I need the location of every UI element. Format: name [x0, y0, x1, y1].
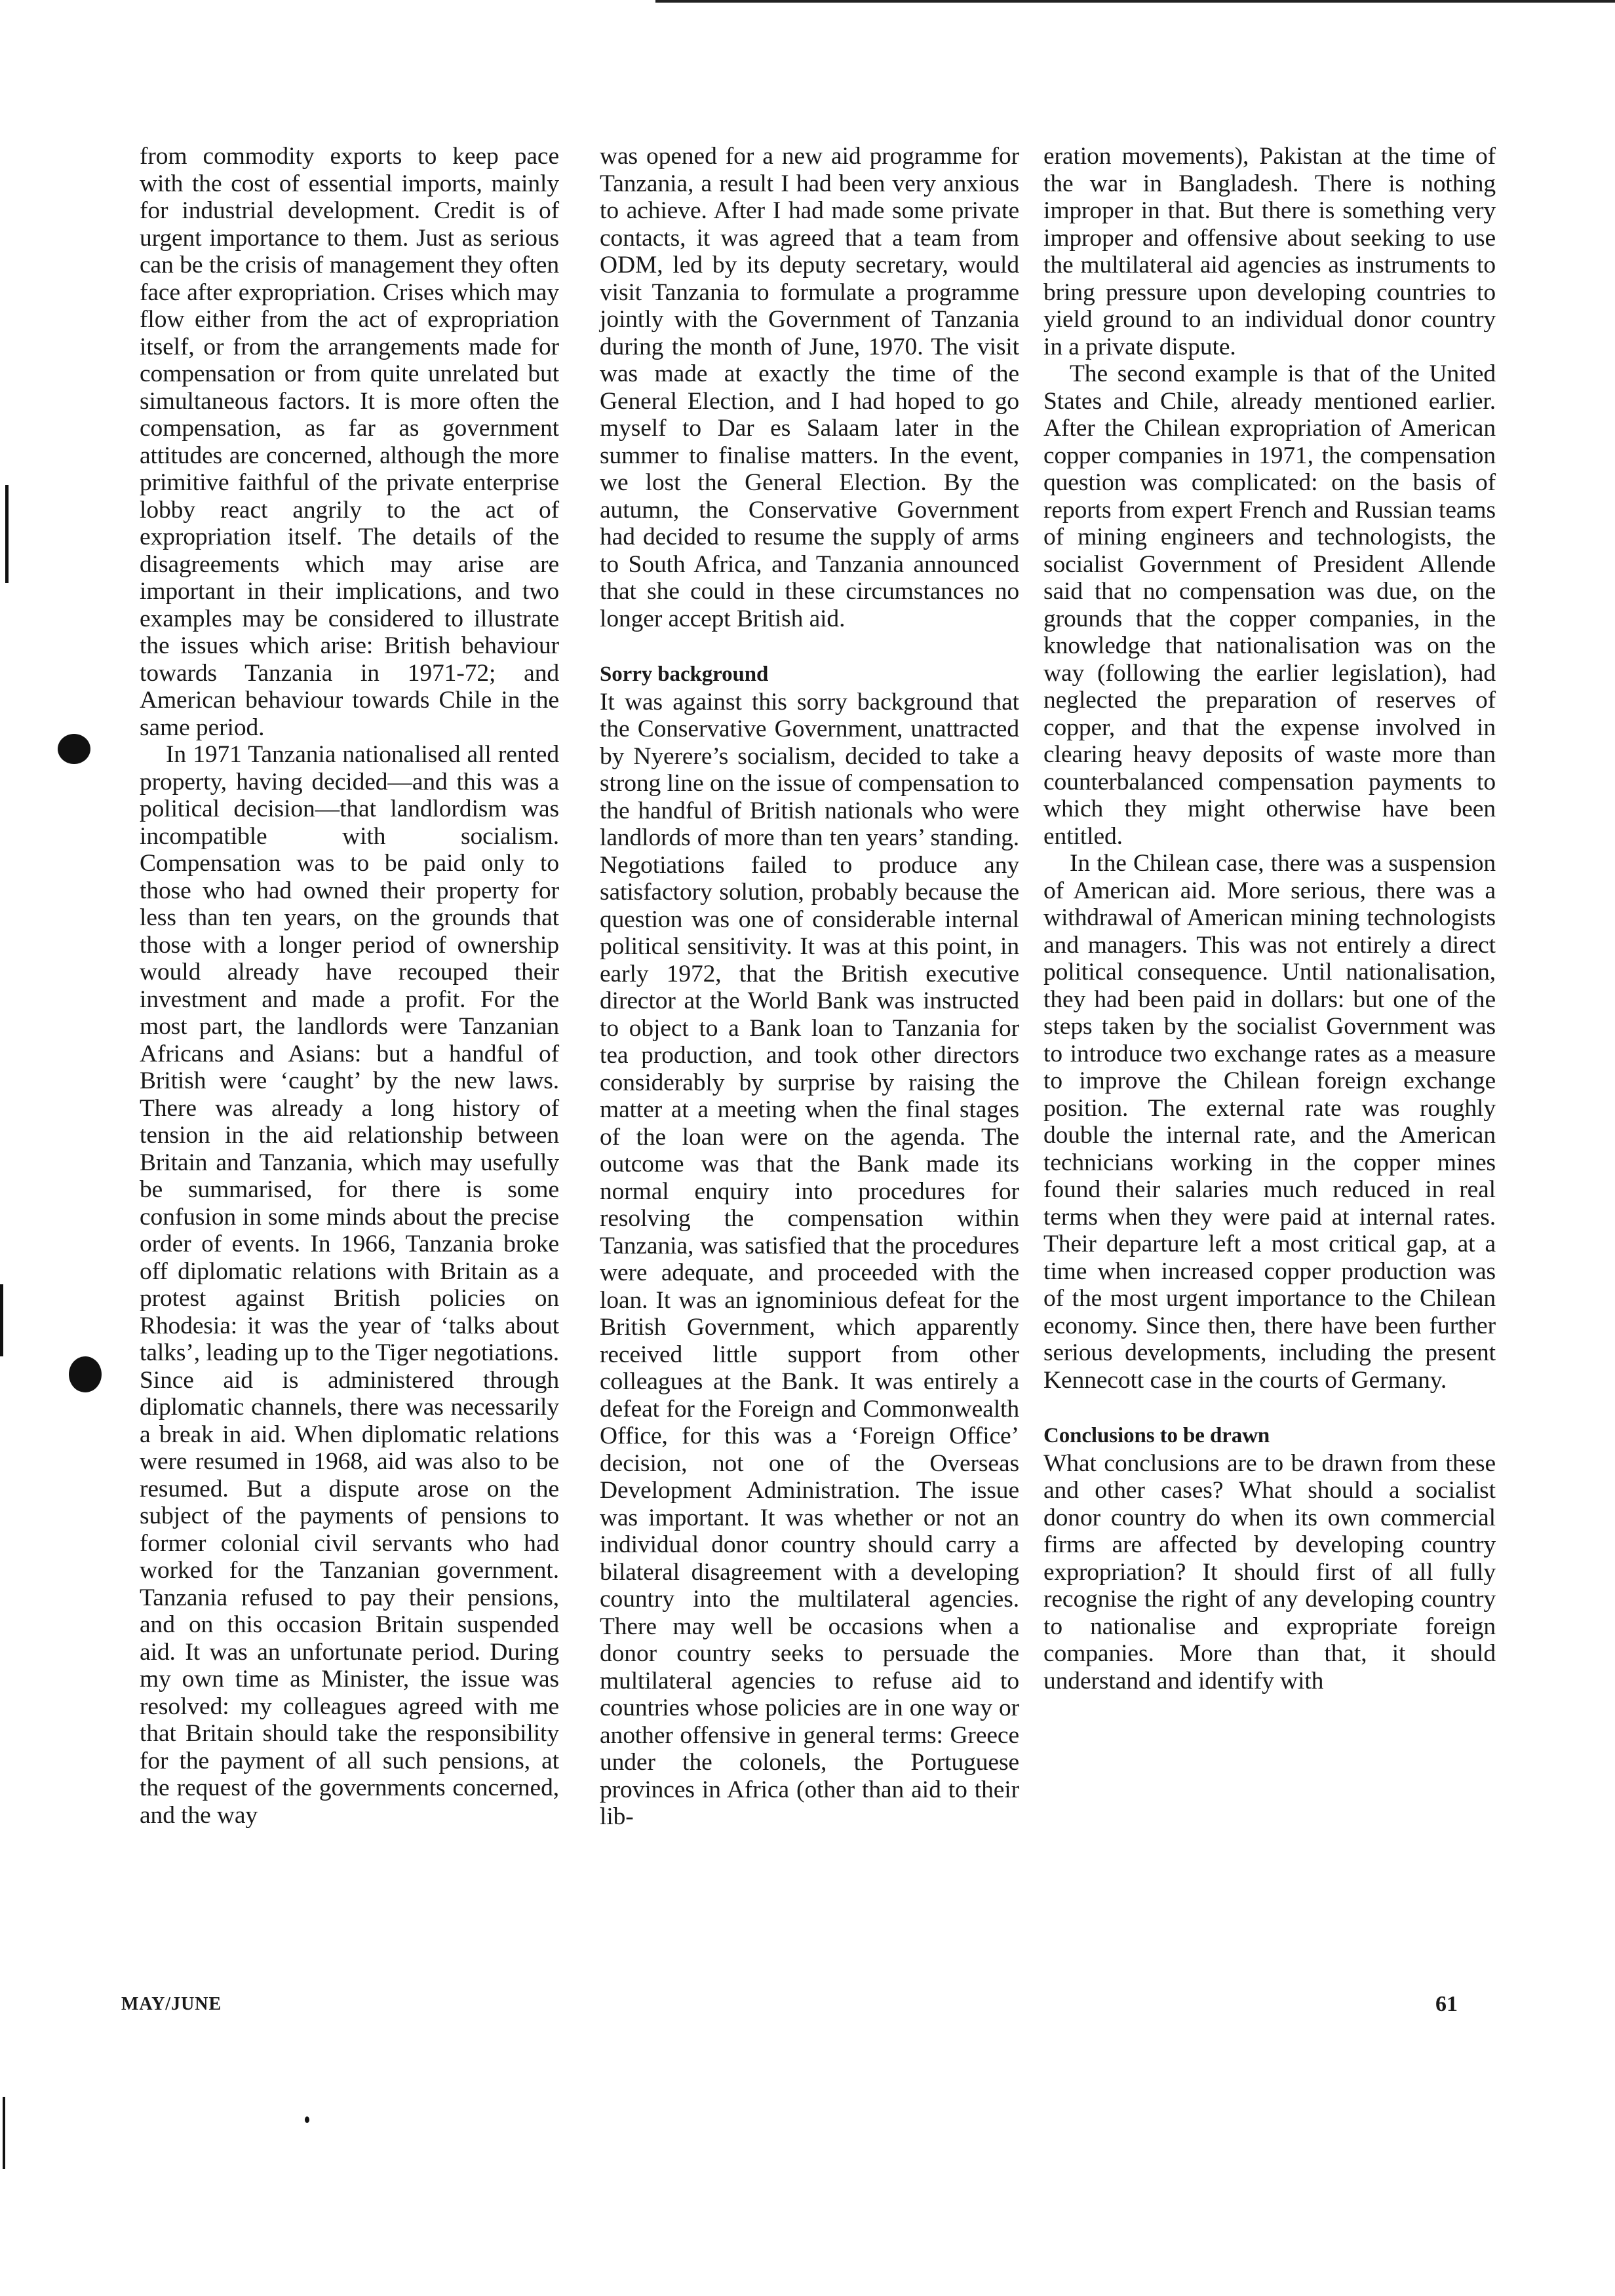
body-paragraph: In 1971 Tanzania nationalised all rented property, having decided—and this was a political decision—that landlordism was incompatible with socialism. Compensation was to be paid only to those who had owned their property for less than ten years, on the grounds that those with a longer period of ownership would already have recouped their investment and made a profit. For the most part, the landlords were Tanzanian Africans and Asians: but a handful of British were ‘caught’ by the new laws. There was already a long history of tension in the aid relationship between Britain and Tanzania, which may usefully be summarised, for there is some confusion in some minds about the precise order of events. In 1966, Tanzania broke off diplomatic relations with Britain as a protest against British policies on Rhodesia: it was the year of ‘talks about talks’, leading up to the Tiger negotiations. Since aid is administered through diplomatic channels, there was necessarily a break in aid. When diplomatic relations were resumed in 1968, aid was also to be resumed. But a dispute arose on the subject of the payments of pensions to former colonial civil servants who had worked for the Tanzanian government. Tanzania refused to pay their pensions, and on this occasion Britain suspended aid. It was an unfortunate period. During my own time as Minister, the issue was resolved: my colleagues agreed with me that Britain should take the responsibility for the payment of all such pensions, at the request of the governments concerned, and the way: [140, 741, 559, 1829]
body-paragraph: eration movements), Pakistan at the time of the war in Bangladesh. There is nothing improper in that. But there is something very improper and offensive about seeking to use the multilateral aid agencies as instruments to bring pressure upon developing countries to yield ground to an individual donor country in a private dispute.: [1043, 143, 1496, 360]
scan-ink-blot: [58, 734, 90, 764]
body-paragraph: from commodity exports to keep pace with the cost of essential imports, mainly for industrial development. Credit is of urgent importance to them. Just as serious can be the crisis of management they often face after expropriation. Crises which may flow either from the act of expropriation itself, or from the arrangements made for compensation or from quite unrelated but simultaneous factors. It is more often the compensation, as far as government attitudes are concerned, although the more primitive faithful of the private enterprise lobby react angrily to the act of expropriation itself. The details of the disagreements which may arise are important in their implications, and two examples may be considered to illustrate the issues which arise: British behaviour towards Tanzania in 1971-72; and American behaviour towards Chile in the same period.: [140, 143, 559, 741]
section-heading: Conclusions to be drawn: [1043, 1424, 1270, 1447]
body-paragraph: What conclusions are to be drawn from these and other cases? What should a socialist donor country do when its own commercial firms are affected by developing country expropriation? It should first of all fully recognise the right of any developing country to nationalise and expropriate foreign companies. More than that, it should understand and identify with: [1043, 1449, 1496, 1694]
body-paragraph: In the Chilean case, there was a suspension of American aid. More serious, there was a withdrawal of American mining technologists and managers. This was not entirely a direct political consequence. Until nationalisation, they had been paid in dollars: but one of the steps taken by the socialist Government was to introduce two exchange rates as a measure to improve the Chilean foreign exchange position. The external rate was roughly double the internal rate, and the American technicians working in the copper mines found their salaries much reduced in real terms when they were paid at internal rates. Their departure left a most critical gap, at a time when increased copper production was of the most urgent importance to the Chilean economy. Since then, there have been further serious developments, including the present Kennecott case in the courts of Germany.: [1043, 850, 1496, 1394]
scan-edge-mark: [0, 1284, 3, 1356]
text-column-3: [1043, 143, 1496, 1694]
page-number: 61: [1435, 1992, 1458, 2016]
scan-ink-blot: [69, 1356, 102, 1392]
body-paragraph: It was against this sorry background that the Conservative Government, unattracted by Nyerere’s socialism, decided to take a strong line on the issue of compensation to the handful of British nationals who were landlords of more than ten years’ standing. Negotiations failed to produce any satisfactory solution, probably because the question was one of considerable internal political sensitivity. It was at this point, in early 1972, that the British executive director at the World Bank was instructed to object to a Bank loan to Tanzania for tea production, and took other directors considerably by surprise by raising the matter at a meeting when the final stages of the loan were on the agenda. The outcome was that the Bank made its normal enquiry into procedures for resolving the compensation within Tanzania, was satisfied that the procedures were adequate, and proceeded with the loan. It was an ignominious defeat for the British Government, which apparently received little support from other colleagues at the Bank. It was entirely a defeat for the Foreign and Commonwealth Office, for this was a ‘Foreign Office’ decision, not one of the Overseas Development Administration. The issue was important. It was whether or not an individual donor country should carry a bilateral disagreement with a developing country into the multilateral agencies. There may well be occasions when a donor country seeks to persuade the multilateral agencies to refuse aid to countries whose policies are in one way or another offensive in general terms: Greece under the colonels, the Portuguese provinces in Africa (other than aid to their lib-: [600, 688, 1019, 1830]
scan-edge-mark: [5, 485, 9, 583]
body-paragraph: was opened for a new aid programme for Tanzania, a result I had been very anxious to achieve. After I had made some private contacts, it was agreed that a team from ODM, led by its deputy secretary, would visit Tanzania to formulate a programme jointly with the Government of Tanzania during the month of June, 1970. The visit was made at exactly the time of the General Election, and I had hoped to go myself to Dar es Salaam later in the summer to finalise matters. In the event, we lost the General Election. By the autumn, the Conservative Government had decided to resume the supply of arms to South Africa, and Tanzania announced that she could in these circumstances no longer accept British aid.: [600, 143, 1019, 632]
top-rule: [655, 0, 1615, 3]
section-heading: Sorry background: [600, 662, 769, 686]
body-paragraph: The second example is that of the United States and Chile, already mentioned earlier. After the Chilean expropriation of American copper companies in 1971, the compensation question was complicated: on the basis of reports from expert French and Russian teams of mining engineers and technologists, the socialist Government of President Allende said that no compensation was due, on the grounds that the copper companies, in the knowledge that nationalisation was on the way (following the earlier legislation), had neglected the preparation of reserves of copper, and that the expense involved in clearing heavy deposits of waste more than counterbalanced compensation payments to which they might otherwise have been entitled.: [1043, 360, 1496, 850]
scan-ink-blot: [305, 2116, 309, 2123]
issue-label: MAY/JUNE: [121, 1994, 222, 2014]
scan-edge-mark: [3, 2097, 5, 2169]
text-column-2: [600, 143, 1019, 1831]
text-column-1: [140, 143, 559, 1829]
